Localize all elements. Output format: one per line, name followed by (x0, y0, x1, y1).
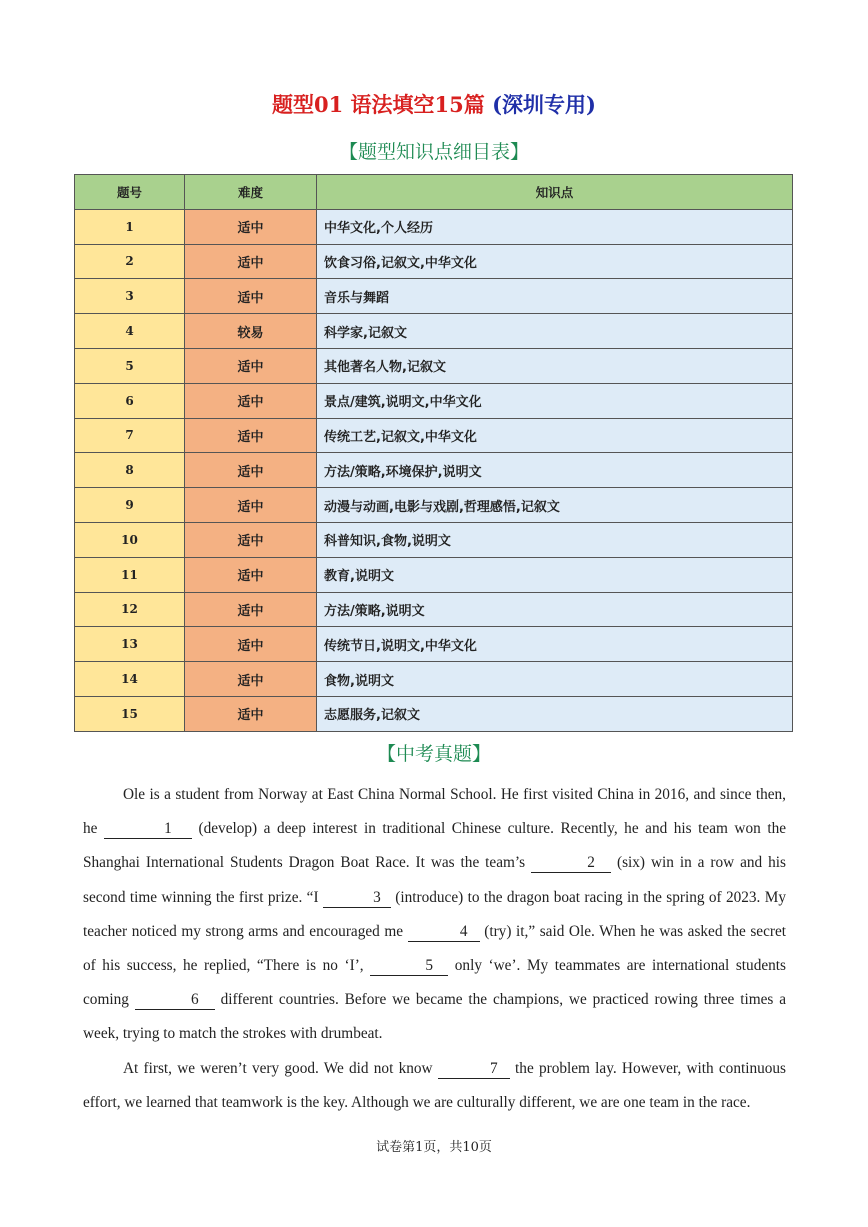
table-row (75, 279, 793, 314)
row-number: 13 (75, 627, 185, 662)
row-difficulty: 适中 (185, 488, 317, 523)
passage-text: the problem lay. However, with continuous effort, we learned that teamwork is the key. Although we are culturally different, we are one team in the race. (83, 1059, 787, 1111)
table-row (75, 453, 793, 488)
row-number: 11 (75, 557, 185, 592)
row-difficulty: 适中 (185, 383, 317, 418)
cloze-passage (83, 778, 786, 1120)
table-row (75, 696, 793, 731)
row-knowledge: 方法/策略,环境保护,说明文 (317, 453, 793, 488)
blank-4: 4 (408, 923, 480, 942)
row-knowledge: 传统节日,说明文,中华文化 (317, 627, 793, 662)
page-title (0, 90, 868, 120)
row-number: 2 (75, 244, 185, 279)
passage-paragraph-2 (83, 1052, 786, 1120)
blank-2: 2 (531, 854, 611, 873)
title-main: 题型01 语法填空15篇 (272, 92, 493, 117)
passage-text: (introduce) to the dragon boat racing in the spring of 2023. My teacher noticed my strong arms and encouraged me (83, 888, 786, 940)
row-knowledge: 其他著名人物,记叙文 (317, 348, 793, 383)
blank-6: 6 (135, 991, 215, 1010)
row-number: 12 (75, 592, 185, 627)
passage-text: At first, we weren’t very good. We did not know (123, 1059, 438, 1077)
row-number: 14 (75, 662, 185, 697)
passage-text: (try) it,” said Ole. When he was asked the secret of his success, he replied, “There is no ‘I’, (83, 922, 787, 975)
row-number: 1 (75, 209, 185, 244)
passage-paragraph-1 (83, 778, 786, 1052)
row-number: 3 (75, 279, 185, 314)
row-knowledge: 教育,说明文 (317, 557, 793, 592)
row-number: 8 (75, 453, 185, 488)
table-row (75, 627, 793, 662)
row-difficulty: 适中 (185, 696, 317, 731)
row-difficulty: 适中 (185, 418, 317, 453)
passage-text: (develop) a deep interest in traditional Chinese culture. Recently, he and his team won the Shanghai International Students Dragon Boat Race. It was the team’s (83, 820, 787, 872)
row-number: 15 (75, 696, 185, 731)
passage-text: only ‘we’. My teammates are international students coming (83, 957, 786, 1009)
row-knowledge: 食物,说明文 (317, 662, 793, 697)
header-difficulty: 难度 (185, 175, 317, 210)
row-number: 10 (75, 522, 185, 557)
header-knowledge: 知识点 (317, 175, 793, 210)
table-row (75, 244, 793, 279)
row-difficulty: 适中 (185, 592, 317, 627)
row-knowledge: 音乐与舞蹈 (317, 279, 793, 314)
row-knowledge: 科普知识,食物,说明文 (317, 522, 793, 557)
table-row (75, 209, 793, 244)
row-difficulty: 适中 (185, 279, 317, 314)
row-number: 6 (75, 383, 185, 418)
row-knowledge: 志愿服务,记叙文 (317, 696, 793, 731)
table-row (75, 662, 793, 697)
row-knowledge: 景点/建筑,说明文,中华文化 (317, 383, 793, 418)
row-knowledge: 科学家,记叙文 (317, 314, 793, 349)
row-number: 4 (75, 314, 185, 349)
table-row (75, 418, 793, 453)
row-knowledge: 方法/策略,说明文 (317, 592, 793, 627)
row-difficulty: 适中 (185, 522, 317, 557)
table-header-row (75, 175, 793, 210)
row-knowledge: 中华文化,个人经历 (317, 209, 793, 244)
row-knowledge: 动漫与动画,电影与戏剧,哲理感悟,记叙文 (317, 488, 793, 523)
passage-text: (six) win in a row and his second time winning the first prize. “I (83, 854, 786, 906)
blank-7: 7 (438, 1060, 510, 1079)
blank-5: 5 (370, 957, 448, 976)
row-knowledge: 饮食习俗,记叙文,中华文化 (317, 244, 793, 279)
table-row (75, 314, 793, 349)
knowledge-table (74, 174, 793, 732)
row-number: 7 (75, 418, 185, 453)
table-row (75, 488, 793, 523)
section-title: 【中考真题】 (376, 743, 491, 765)
table-title: 【题型知识点细目表】 (338, 141, 529, 163)
row-difficulty: 适中 (185, 348, 317, 383)
table-row (75, 592, 793, 627)
row-difficulty: 适中 (185, 627, 317, 662)
row-difficulty: 适中 (185, 244, 317, 279)
blank-1: 1 (104, 820, 192, 839)
row-difficulty: 较易 (185, 314, 317, 349)
page-footer: 试卷第1页，共10页 (376, 1140, 492, 1155)
passage-text: Ole is a student from Norway at East China Normal School. He first visited China in 2016, and since then, he (83, 786, 786, 838)
row-number: 5 (75, 348, 185, 383)
row-difficulty: 适中 (185, 453, 317, 488)
table-row (75, 522, 793, 557)
table-row (75, 348, 793, 383)
row-difficulty: 适中 (185, 662, 317, 697)
header-number: 题号 (75, 175, 185, 210)
row-difficulty: 适中 (185, 557, 317, 592)
table-row (75, 383, 793, 418)
passage-text: different countries. Before we became the champions, we practiced rowing three times a week, trying to match the strokes with drumbeat. (83, 991, 786, 1043)
row-knowledge: 传统工艺,记叙文,中华文化 (317, 418, 793, 453)
title-region: (深圳专用) (492, 92, 596, 117)
table-row (75, 557, 793, 592)
blank-3: 3 (323, 889, 391, 908)
row-number: 9 (75, 488, 185, 523)
row-difficulty: 适中 (185, 209, 317, 244)
